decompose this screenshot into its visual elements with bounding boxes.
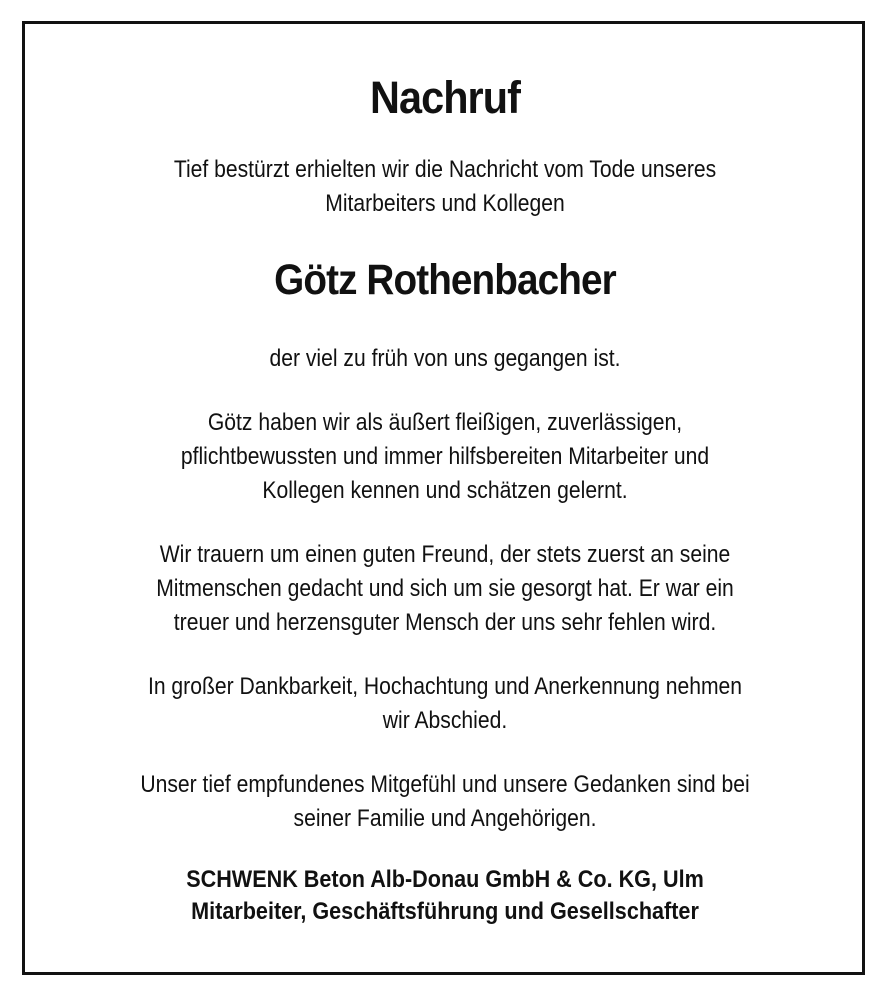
notice-title: Nachruf <box>370 72 520 123</box>
deceased-name: Götz Rothenbacher <box>274 256 616 304</box>
paragraph-3-line-1: Wir trauern um einen guten Freund, der stets zuerst an seine <box>159 541 731 568</box>
signature-group: Mitarbeiter, Geschäftsführung und Gesellschafter <box>191 898 699 925</box>
intro-line-2: Mitarbeiters und Kollegen <box>325 190 565 217</box>
paragraph-4-line-2: wir Abschied. <box>382 707 508 734</box>
signature-company: SCHWENK Beton Alb-Donau GmbH & Co. KG, Ulm <box>186 866 704 893</box>
paragraph-3-line-2: Mitmenschen gedacht und sich um sie gesorgt hat. Er war ein <box>156 575 734 602</box>
paragraph-2-line-3: Kollegen kennen und schätzen gelernt. <box>262 477 628 504</box>
paragraph-2-line-1: Götz haben wir als äußert fleißigen, zuverlässigen, <box>207 409 683 436</box>
paragraph-2-line-2: pflichtbewussten und immer hilfsbereiten Mitarbeiter und <box>180 443 710 470</box>
paragraph-5-line-2: seiner Familie und Angehörigen. <box>293 805 597 832</box>
paragraph-5-line-1: Unser tief empfundenes Mitgefühl und unsere Gedanken sind bei <box>140 771 750 798</box>
paragraph-3-line-3: treuer und herzensguter Mensch der uns sehr fehlen wird. <box>173 609 717 636</box>
paragraph-4-line-1: In großer Dankbarkeit, Hochachtung und Anerkennung nehmen <box>147 673 743 700</box>
intro-line-1: Tief bestürzt erhielten wir die Nachricht vom Tode unseres <box>173 156 717 183</box>
paragraph-1-line-1: der viel zu früh von uns gegangen ist. <box>269 345 621 372</box>
